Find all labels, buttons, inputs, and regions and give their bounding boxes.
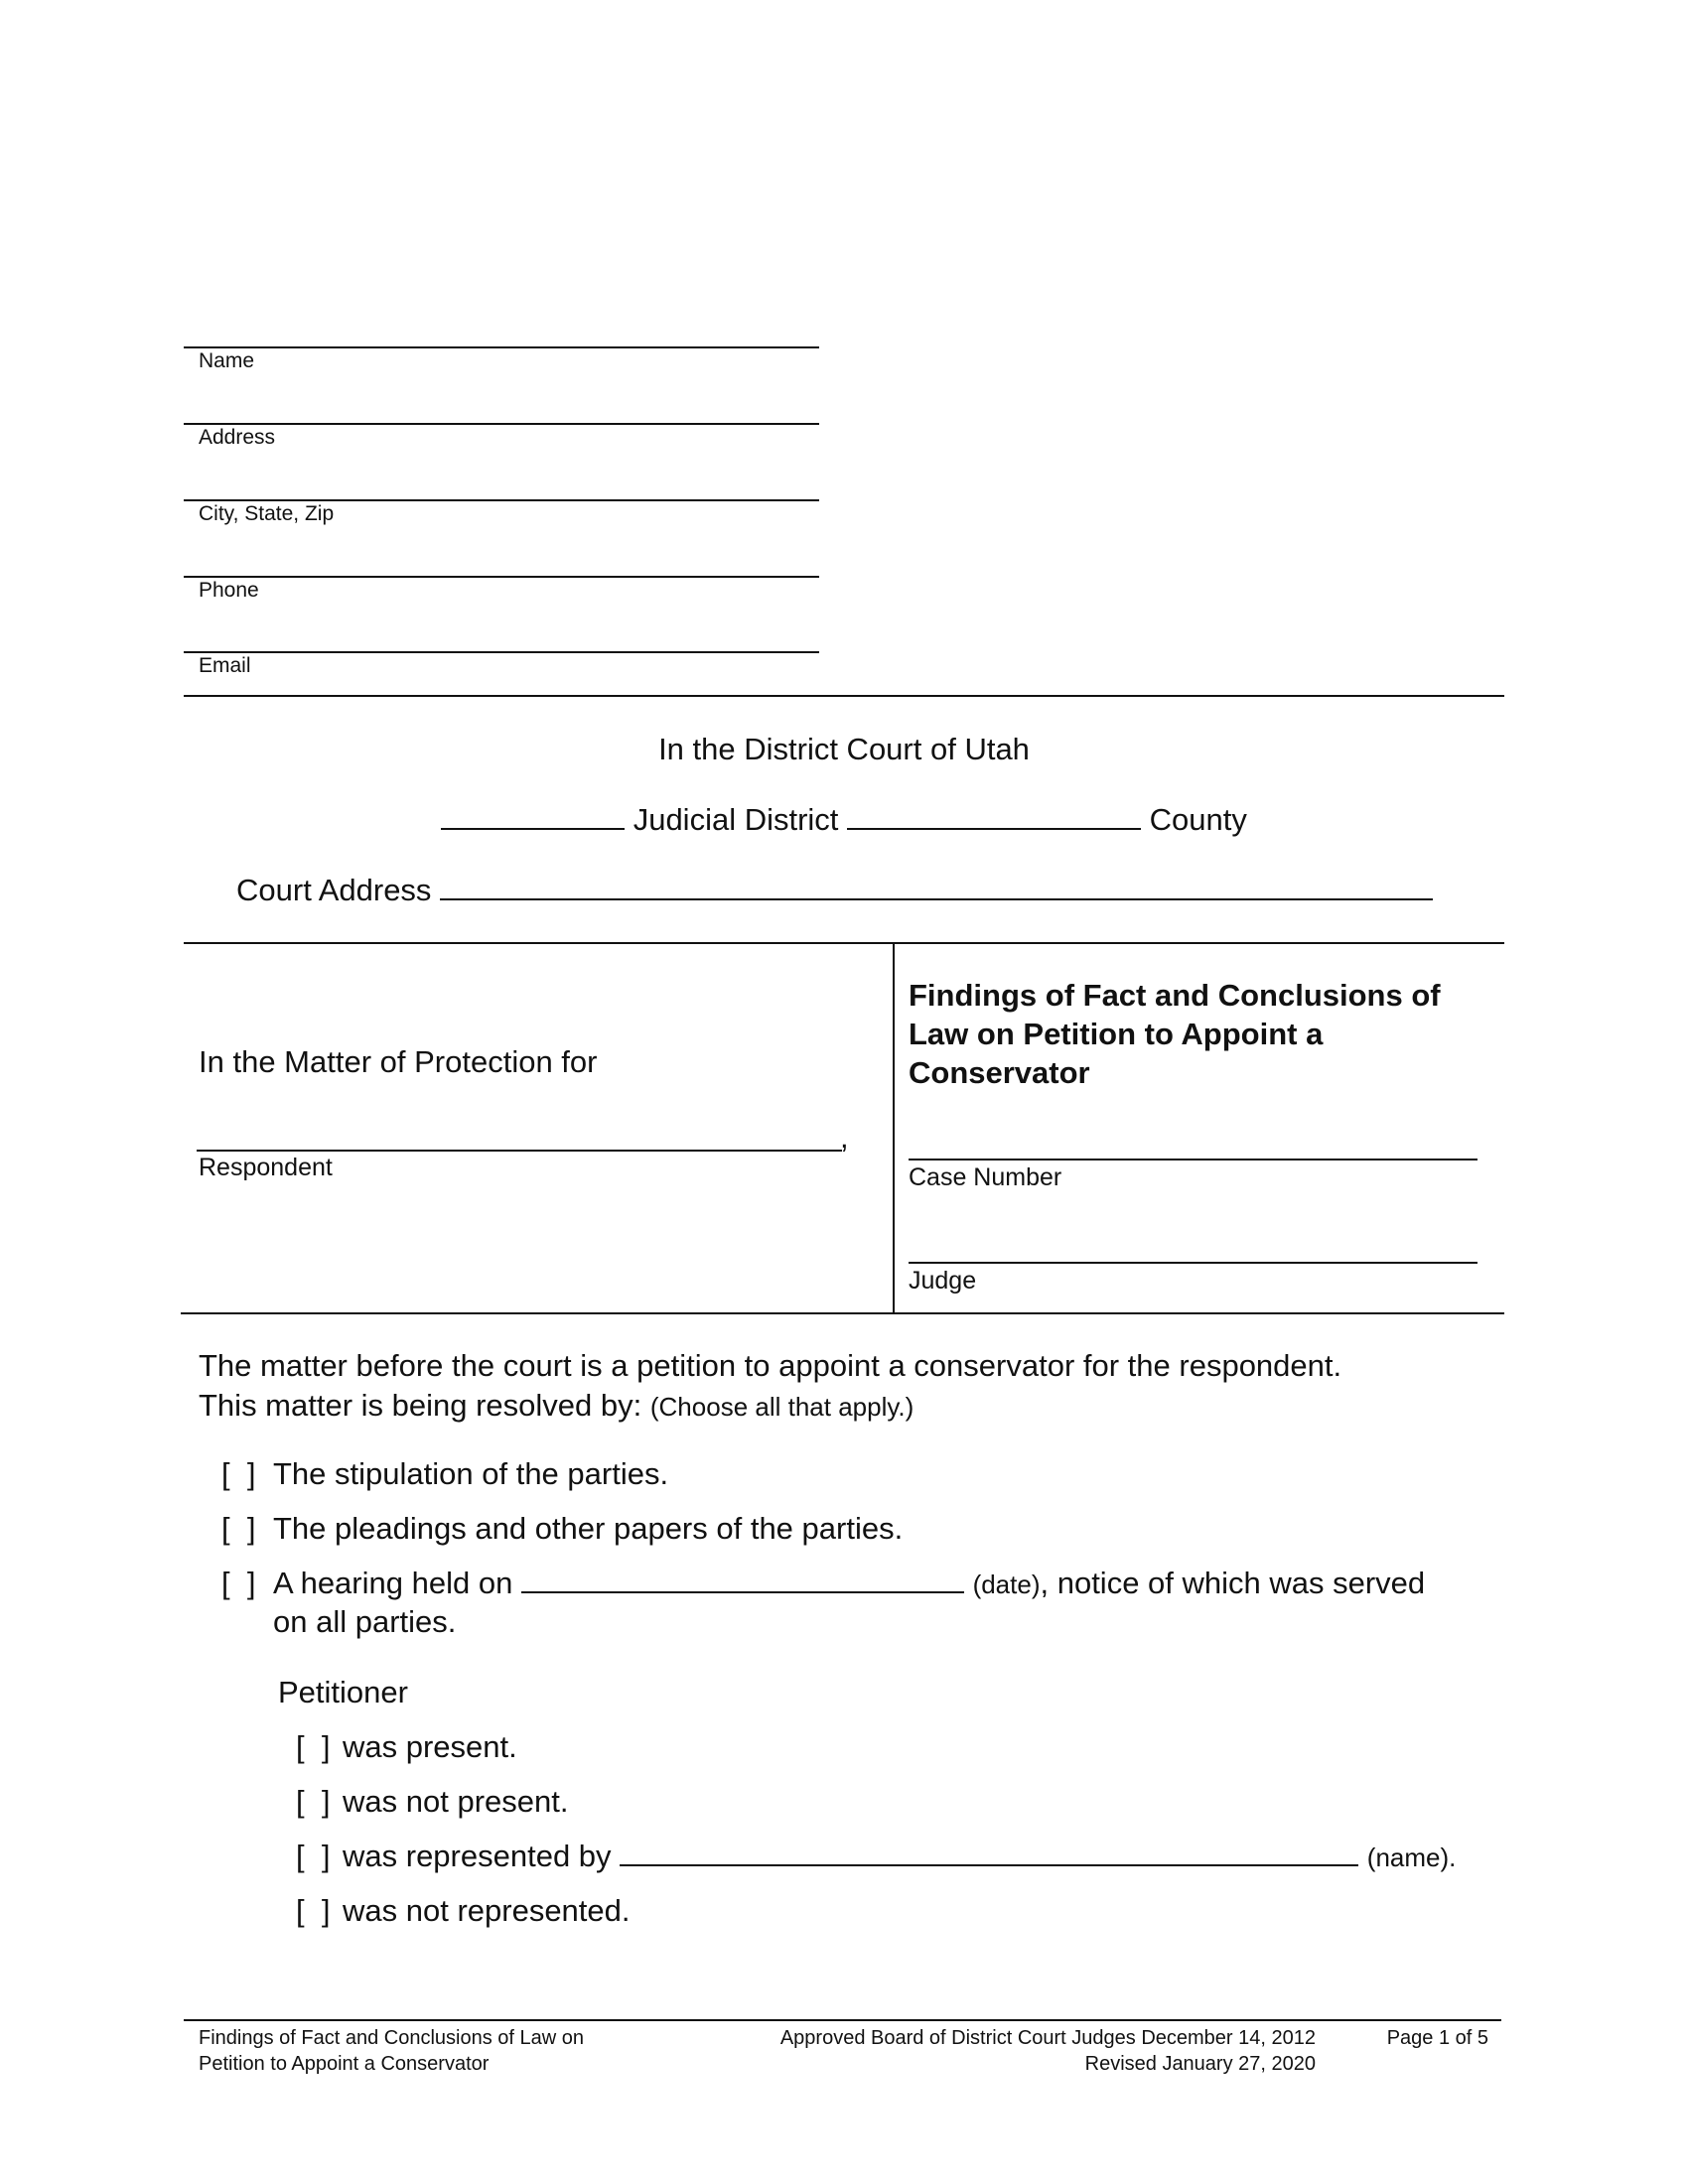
present-text: was present. — [343, 1729, 517, 1764]
caption-vertical-divider — [893, 942, 895, 1312]
hearing-checkbox[interactable]: [ ] — [221, 1566, 256, 1600]
phone-line[interactable] — [184, 576, 819, 578]
not-represented-checkbox[interactable]: [ ] — [296, 1893, 331, 1928]
intro-line-1: The matter before the court is a petition to appoint a conservator for the respondent. — [199, 1348, 1342, 1383]
hearing-date-note: (date) — [972, 1570, 1041, 1599]
represented-line — [343, 1837, 1456, 1877]
present-checkbox[interactable]: [ ] — [296, 1729, 331, 1764]
hearing-date-field[interactable] — [521, 1564, 964, 1593]
respondent-name-line[interactable] — [197, 1150, 842, 1152]
city-state-zip-label: City, State, Zip — [199, 502, 335, 525]
pleadings-checkbox[interactable]: [ ] — [221, 1511, 256, 1546]
county-field[interactable] — [847, 800, 1141, 830]
court-name: In the District Court of Utah — [658, 732, 1030, 766]
hearing-suffix: , notice of which was served — [1040, 1566, 1426, 1600]
document-title: Findings of Fact and Conclusions of Law on Petition to Appoint a Conservator — [909, 978, 1441, 1090]
representative-name-note: (name). — [1366, 1843, 1457, 1872]
email-line[interactable] — [184, 651, 819, 653]
email-label: Email — [199, 654, 251, 677]
footer-revised-line: Revised January 27, 2020 — [1084, 2053, 1316, 2075]
court-address-line — [236, 871, 1433, 910]
not-present-text: was not present. — [343, 1784, 569, 1819]
phone-label: Phone — [199, 579, 259, 602]
represented-checkbox[interactable]: [ ] — [296, 1839, 331, 1873]
respondent-label: Respondent — [199, 1154, 333, 1181]
stipulation-text: The stipulation of the parties. — [273, 1456, 669, 1491]
footer-approved-line: Approved Board of District Court Judges December 14, 2012 — [779, 2027, 1316, 2049]
county-label: County — [1149, 802, 1247, 837]
footer-form-title-line-2: Petition to Appoint a Conservator — [199, 2053, 490, 2075]
pleadings-text: The pleadings and other papers of the parties. — [273, 1511, 904, 1546]
hearing-prefix: A hearing held on — [273, 1566, 513, 1600]
judge-line[interactable] — [909, 1262, 1477, 1264]
stipulation-checkbox[interactable]: [ ] — [221, 1456, 256, 1491]
caption-bottom-border — [181, 1312, 1504, 1314]
represented-by-text: was represented by — [343, 1839, 612, 1873]
address-line[interactable] — [184, 423, 819, 425]
court-address-field[interactable] — [440, 871, 1433, 900]
city-state-zip-line[interactable] — [184, 499, 819, 501]
district-county-line — [0, 800, 1688, 840]
intro-line-2 — [199, 1386, 914, 1427]
representative-name-field[interactable] — [620, 1837, 1358, 1866]
caption-top-border — [184, 942, 1504, 944]
court-address-label: Court Address — [236, 873, 432, 907]
case-number-line[interactable] — [909, 1159, 1477, 1160]
judicial-district-field[interactable] — [441, 800, 625, 830]
not-represented-text: was not represented. — [343, 1893, 631, 1928]
header-divider — [184, 695, 1504, 697]
hearing-line — [273, 1564, 1425, 1604]
matter-label: In the Matter of Protection for — [199, 1044, 598, 1079]
hearing-line-2: on all parties. — [273, 1604, 457, 1639]
case-number-label: Case Number — [909, 1163, 1062, 1191]
name-line[interactable] — [184, 346, 819, 348]
footer-divider — [184, 2019, 1501, 2021]
name-label: Name — [199, 349, 255, 372]
choose-note: (Choose all that apply.) — [649, 1392, 914, 1422]
not-present-checkbox[interactable]: [ ] — [296, 1784, 331, 1819]
address-label: Address — [199, 426, 276, 449]
petitioner-heading: Petitioner — [278, 1675, 408, 1709]
respondent-comma: , — [840, 1120, 849, 1155]
footer-form-title — [199, 2025, 584, 2077]
judge-label: Judge — [909, 1267, 977, 1295]
judicial-district-label: Judicial District — [633, 802, 839, 837]
footer-page-number: Page 1 of 5 — [1386, 2027, 1488, 2049]
footer-approval — [695, 2025, 1316, 2077]
footer-form-title-line-1: Findings of Fact and Conclusions of Law on — [199, 2027, 584, 2049]
intro-line-2-main: This matter is being resolved by: — [199, 1388, 642, 1423]
